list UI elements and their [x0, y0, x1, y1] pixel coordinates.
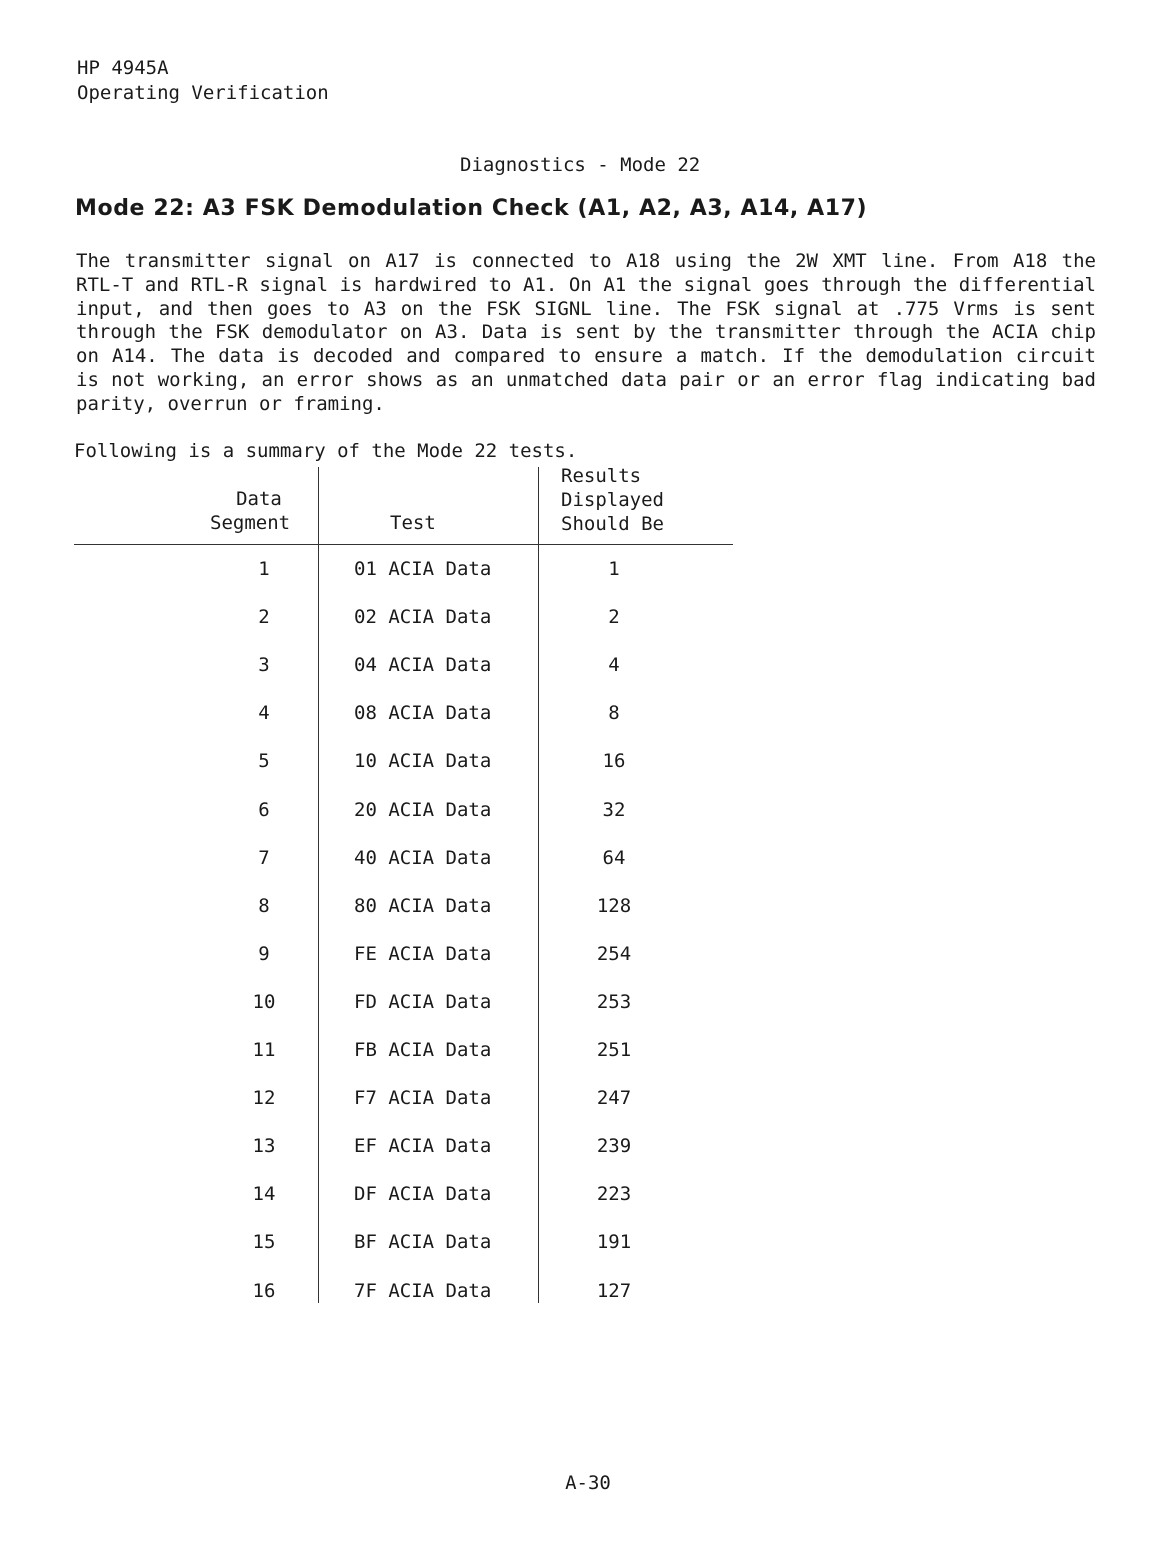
- segment-cell: 14: [252, 1183, 276, 1206]
- description-paragraph: The transmitter signal on A17 is connected to A18 using the 2W XMT line. From A18 the RTL-T and RTL-R signal is hardwired to A1. On A1 the signal goes through the differential input, and then goes to A3 on the FSK SIGNL line. The FSK signal at .775 Vrms is sent through the FSK demodulator on A3. Data is sent by the transmitter through the ACIA chip on A14. The data is decoded and compared to ensure a match. If the demodulation circuit is not working, an error shows as an unmatched data pair or an error flag indicating bad parity, overrun or framing.: [76, 250, 1096, 415]
- table-row: [74, 558, 734, 588]
- result-cell: 4: [608, 654, 620, 677]
- table-row: [74, 1231, 734, 1261]
- table-row: [74, 895, 734, 925]
- segment-header-2: [210, 511, 290, 535]
- result-cell: 1: [608, 558, 620, 580]
- test-cell: 01 ACIA Data: [354, 558, 492, 580]
- segment-header-line1: Data: [236, 488, 282, 510]
- table-row: [74, 1039, 734, 1069]
- table-row: [74, 702, 734, 732]
- result-cell: 32: [602, 798, 626, 821]
- results-header-line3: Should Be: [561, 513, 664, 535]
- test-cell: EF ACIA Data: [354, 1135, 492, 1158]
- result-cell: 239: [596, 1135, 632, 1158]
- segment-cell: 7: [258, 846, 270, 869]
- segment-cell: 9: [258, 942, 270, 965]
- table-row: [74, 991, 734, 1021]
- test-cell: 20 ACIA Data: [354, 798, 492, 821]
- table-row: [74, 606, 734, 636]
- section-title-text: Diagnostics - Mode 22: [460, 154, 701, 176]
- table-row: [74, 654, 734, 684]
- results-header-line1: Results: [561, 465, 642, 487]
- result-cell: 16: [602, 750, 626, 773]
- test-cell: FE ACIA Data: [354, 942, 492, 965]
- summary-intro: Following is a summary of the Mode 22 tests.: [74, 440, 578, 462]
- result-cell: 253: [596, 990, 632, 1013]
- column-divider-right: [538, 467, 539, 1303]
- table-row: [74, 1135, 734, 1165]
- results-header-line2: Displayed: [561, 489, 664, 511]
- table-row: [74, 799, 734, 829]
- test-cell: 04 ACIA Data: [354, 654, 492, 677]
- test-cell: DF ACIA Data: [354, 1183, 492, 1206]
- page-number: A-30: [565, 1472, 611, 1494]
- tests-table: [74, 463, 734, 1313]
- test-cell: 02 ACIA Data: [354, 606, 492, 629]
- test-cell: 10 ACIA Data: [354, 750, 492, 773]
- page-header: [77, 56, 329, 106]
- table-row: [74, 750, 734, 780]
- test-cell: 40 ACIA Data: [354, 846, 492, 869]
- test-cell: 08 ACIA Data: [354, 702, 492, 725]
- result-cell: 191: [596, 1231, 632, 1254]
- segment-cell: 8: [258, 894, 270, 917]
- results-header: [561, 464, 664, 536]
- result-cell: 64: [602, 846, 626, 869]
- header-rule: [74, 544, 733, 545]
- model-label: HP 4945A: [77, 57, 169, 79]
- table-row: [74, 1183, 734, 1213]
- table-row: [74, 1087, 734, 1117]
- result-cell: 127: [596, 1279, 632, 1302]
- segment-cell: 15: [252, 1231, 276, 1254]
- segment-header-line2: Segment: [210, 512, 291, 534]
- segment-cell: 2: [258, 606, 270, 629]
- result-cell: 223: [596, 1183, 632, 1206]
- segment-cell: 13: [252, 1135, 276, 1158]
- column-divider-left: [318, 467, 319, 1303]
- segment-cell: 11: [252, 1039, 276, 1061]
- result-cell: 251: [596, 1039, 632, 1061]
- result-cell: 2: [608, 606, 620, 629]
- test-cell: 80 ACIA Data: [354, 894, 492, 917]
- result-cell: 8: [608, 702, 620, 725]
- segment-cell: 1: [258, 558, 270, 580]
- table-row: [74, 847, 734, 877]
- result-cell: 128: [596, 894, 632, 917]
- test-cell: FD ACIA Data: [354, 990, 492, 1013]
- mode-heading: Mode 22: A3 FSK Demodulation Check (A1, A2, A3, A14, A17): [75, 196, 868, 221]
- result-cell: 254: [596, 942, 632, 965]
- segment-cell: 5: [258, 750, 270, 773]
- test-header: Test: [390, 512, 436, 534]
- table-row: [74, 1280, 734, 1310]
- segment-cell: 6: [258, 798, 270, 821]
- table-row: [74, 943, 734, 973]
- segment-cell: 16: [252, 1279, 276, 1302]
- test-cell: F7 ACIA Data: [354, 1087, 492, 1110]
- section-label: Operating Verification: [77, 82, 329, 104]
- segment-header: [234, 487, 284, 511]
- segment-cell: 3: [258, 654, 270, 677]
- segment-cell: 4: [258, 702, 270, 725]
- result-cell: 247: [596, 1087, 632, 1110]
- test-cell: FB ACIA Data: [354, 1039, 492, 1061]
- segment-cell: 12: [252, 1087, 276, 1110]
- test-cell: 7F ACIA Data: [354, 1279, 492, 1302]
- segment-cell: 10: [252, 990, 276, 1013]
- test-cell: BF ACIA Data: [354, 1231, 492, 1254]
